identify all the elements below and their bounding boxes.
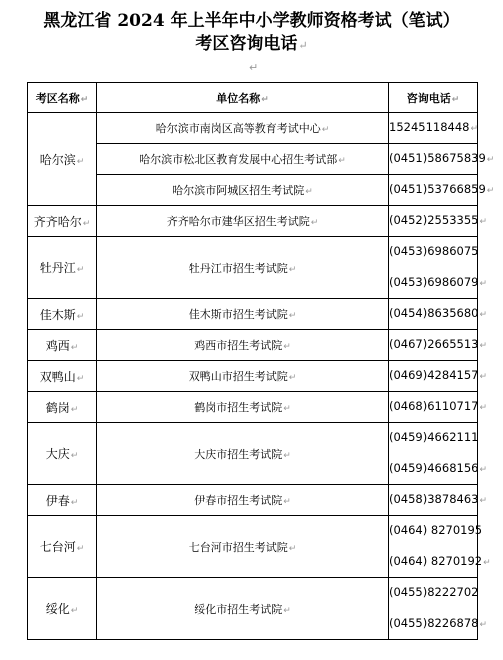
region-cell: 伊春↵ [28,485,97,516]
cell-mark-icon: ↵ [470,123,479,134]
cell-mark-icon: ↵ [310,218,319,228]
unit-cell: 鹤岗市招生考试院↵ [97,392,389,423]
phone-cell [389,144,495,175]
region-cell: 佳木斯↵ [28,299,97,330]
contact-table [27,82,495,640]
phone-number: (0453)6986079↵ [389,274,488,289]
table-row [28,237,478,299]
table-row [28,361,478,392]
unit-cell: 哈尔滨市松北区教育发展中心招生考试部↵ [97,144,389,175]
phone-cell [389,330,488,361]
region-cell: 哈尔滨↵ [28,113,97,206]
cell-mark-icon: ↵ [76,156,85,167]
header-unit: 单位名称↵ [97,83,389,113]
region-cell: 大庆↵ [28,423,97,485]
cell-mark-icon: ↵ [479,216,488,227]
cell-mark-icon: ↵ [479,464,488,475]
table-row [28,423,478,485]
cell-mark-icon: ↵ [283,342,291,352]
cell-mark-icon: ↵ [76,311,85,322]
cell-mark-icon: ↵ [479,619,488,630]
unit-cell: 绥化市招生考试院↵ [97,578,389,640]
cell-mark-icon: ↵ [82,218,91,229]
unit-cell: 鸡西市招生考试院↵ [97,330,389,361]
cell-mark-icon: ↵ [486,185,495,196]
phone-cell [389,485,488,516]
phone-cell [389,578,488,640]
phone-number: (0451)58675839↵ [389,150,495,165]
cell-mark-icon: ↵ [288,373,297,383]
cell-mark-icon: ↵ [288,311,297,321]
cell-mark-icon: ↵ [479,340,488,351]
cell-mark-icon: ↵ [70,342,79,353]
cell-mark-icon: ↵ [288,264,297,275]
phone-cell [389,516,491,578]
phone-number: (0451)53766859↵ [389,181,495,196]
phone-cell [389,113,478,144]
cell-mark-icon: ↵ [261,94,269,105]
unit-cell: 哈尔滨市阿城区招生考试院↵ [97,175,389,206]
table-header-row [28,83,478,113]
unit-cell: 牡丹江市招生考试院↵ [97,237,389,299]
region-cell: 绥化↵ [28,578,97,640]
header-phone: 咨询电话↵ [389,83,478,113]
header-region: 考区名称↵ [28,83,97,113]
phone-number: (0459)4668156↵ [389,460,488,475]
cell-mark-icon: ↵ [283,605,291,616]
cell-mark-icon: ↵ [479,495,488,506]
table-row [28,113,478,144]
cell-mark-icon: ↵ [479,309,488,320]
cell-mark-icon: ↵ [321,125,330,135]
phone-number: (0455)8222702 [389,584,479,599]
unit-cell: 齐齐哈尔市建华区招生考试院↵ [97,206,389,237]
phone-number: (0452)2553355↵ [389,212,488,227]
table-row [28,206,478,237]
phone-number: 15245118448↵ [389,119,479,134]
unit-cell: 伊春市招生考试院↵ [97,485,389,516]
region-cell: 鹤岗↵ [28,392,97,423]
table-row [28,330,478,361]
cell-mark-icon: ↵ [76,265,85,275]
phone-number: (0469)4284157↵ [389,367,488,382]
unit-cell: 七台河市招生考试院↵ [97,516,389,578]
phone-number: (0454)8635680↵ [389,305,488,320]
phone-cell [389,361,488,392]
phone-cell [389,299,488,330]
unit-cell: 哈尔滨市南岗区高等教育考试中心↵ [97,113,389,144]
phone-number: (0455)8226878↵ [389,615,488,630]
cell-mark-icon: ↵ [76,373,85,384]
cell-mark-icon: ↵ [283,497,291,507]
table-row [28,516,478,578]
cell-mark-icon: ↵ [76,544,85,554]
paragraph-mark-icon: ↵ [249,61,259,74]
unit-cell: 佳木斯市招生考试院↵ [97,299,389,330]
phone-number: (0468)6110717↵ [389,398,488,413]
unit-cell: 双鸭山市招生考试院↵ [97,361,389,392]
cell-mark-icon: ↵ [70,404,79,415]
phone-number: (0458)3878463↵ [389,491,488,506]
cell-mark-icon: ↵ [305,187,313,197]
phone-cell [389,175,495,206]
cell-mark-icon: ↵ [80,94,89,105]
phone-number: (0464) 8270195 [389,522,483,537]
cell-mark-icon: ↵ [479,402,488,413]
phone-number: (0459)4662111 [389,429,479,444]
phone-cell [389,237,488,299]
phone-number: (0453)6986075 [389,243,479,258]
title-line-1: 黑龙江省 2024 年上半年中小学教师资格考试（笔试） [43,11,460,31]
cell-mark-icon: ↵ [486,154,495,165]
phone-cell [389,206,488,237]
phone-number: (0467)2665513↵ [389,336,488,351]
cell-mark-icon: ↵ [338,156,346,166]
region-cell: 七台河↵ [28,516,97,578]
cell-mark-icon: ↵ [70,606,79,616]
cell-mark-icon: ↵ [451,94,460,105]
cell-mark-icon: ↵ [283,450,291,461]
table-row [28,392,478,423]
unit-cell: 大庆市招生考试院↵ [97,423,389,485]
cell-mark-icon: ↵ [483,557,491,568]
phone-cell [389,423,488,485]
table-row [28,578,478,640]
document-title [0,10,503,32]
table-row [28,299,478,330]
cell-mark-icon: ↵ [288,543,297,554]
title-line-2: 考区咨询电话 [195,34,298,54]
table-row [28,485,478,516]
phone-cell [389,392,488,423]
cell-mark-icon: ↵ [479,278,488,289]
cell-mark-icon: ↵ [283,404,291,414]
cell-mark-icon: ↵ [70,451,79,461]
document-subtitle [0,33,503,57]
region-cell: 齐齐哈尔↵ [28,206,97,237]
region-cell: 双鸭山↵ [28,361,97,392]
cell-mark-icon: ↵ [70,497,79,508]
region-cell: 牡丹江↵ [28,237,97,299]
region-cell: 鸡西↵ [28,330,97,361]
cell-mark-icon: ↵ [479,371,488,382]
paragraph-mark-icon: ↵ [298,39,308,52]
phone-number: (0464) 8270192↵ [389,553,491,568]
